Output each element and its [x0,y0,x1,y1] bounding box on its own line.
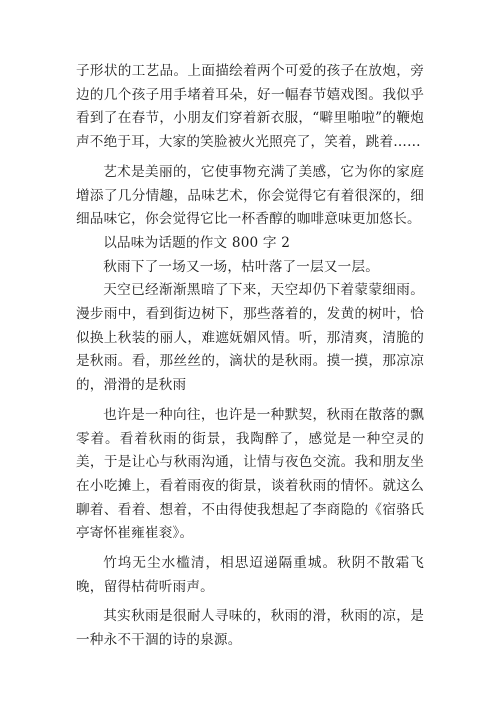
paragraph-autumn-rain-intro: 秋雨下了一场又一场，枯叶落了一层又一层。 [103,258,380,275]
paragraph-walking-in-rain: 天空已经渐渐黑暗了下来，天空却仍下着蒙蒙细雨。漫步雨中，看到街边树下，那些落着的，发黄的树叶，恰似换上秋装的丽人，难遮妩媚风情。听，那清爽，清脆的是秋雨。看，那丝丝的，滴状的是秋雨。摸一摸，那凉凉的，滑滑的是秋雨 [76,282,424,394]
paragraph-conclusion: 其实秋雨是很耐人寻味的，秋雨的滑，秋雨的凉，是一种永不干涸的诗的泉源。 [76,608,424,649]
paragraph-art: 艺术是美丽的，它使事物充满了美感，它为你的家庭增添了几分情趣，品味艺术，你会觉得它有着很深的，细细品味它，你会觉得它比一杯香醇的咖啡意味更加悠长。 [76,163,424,228]
paragraph-poem: 竹坞无尘水槛清，相思迢递隔重城。秋阴不散霜飞晚，留得枯荷听雨声。 [76,555,424,595]
essay-title: 以品味为话题的作文 800 字 2 [103,234,291,251]
paragraph-spring-festival: 子形状的工艺品。上面描绘着两个可爱的孩子在放炮，旁边的几个孩子用手堵着耳朵，好一幅春节嬉戏图。我似乎看到了在春节，小朋友们穿着新衣服，“噼里啪啦”的鞭炮声不绝于耳，大家的笑脸被火光照亮了，笑着，跳着…… [76,63,424,151]
paragraph-night-street: 也许是一种向往，也许是一种默契，秋雨在散落的飘零着。看着秋雨的街景，我陶醉了，感觉是一种空灵的美，于是让心与秋雨沟通，让情与夜色交流。我和朋友坐在小吃摊上，看着雨夜的街景，谈着秋雨的情怀。就这么聊着、看着、想着，不由得使我想起了李商隐的《宿骆氏亭寄怀崔雍崔衮》。 [76,406,424,542]
